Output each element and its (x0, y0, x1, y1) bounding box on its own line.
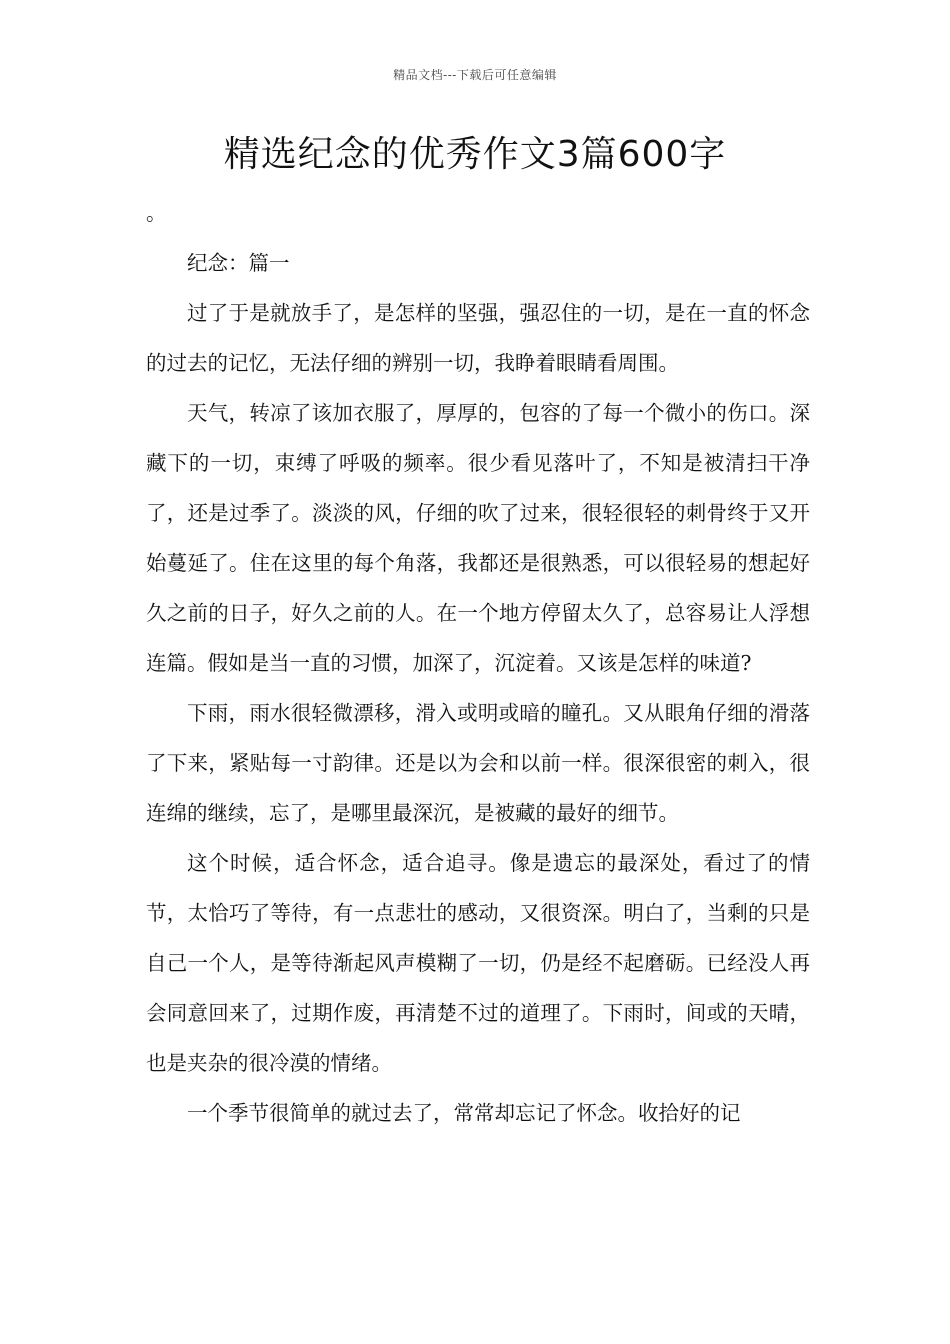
leading-mark: 。 (146, 201, 167, 225)
paragraph: 这个时候，适合怀念，适合追寻。像是遗忘的最深处，看过了的情节，太恰巧了等待，有一点悲壮的感动，又很资深。明白了，当剩的只是自己一个人，是等待渐起风声模糊了一切，仍是经不起磨砺。已经没人再会同意回来了，过期作废，再清楚不过的道理了。下雨时，间或的天晴，也是夹杂的很冷漠的情绪。 (146, 851, 810, 1075)
section-heading: 纪念：篇一 (187, 251, 290, 275)
paragraph: 一个季节很简单的就过去了，常常却忘记了怀念。收拾好的记 (187, 1101, 741, 1125)
paragraph: 下雨，雨水很轻微漂移，滑入或明或暗的瞳孔。又从眼角仔细的滑落了下来，紧贴每一寸韵律。还是以为会和以前一样。很深很密的刺入，很连绵的继续，忘了，是哪里最深沉，是被藏的最好的细节。 (146, 701, 810, 825)
article-body (146, 188, 810, 1138)
paragraph: 天气，转凉了该加衣服了，厚厚的，包容的了每一个微小的伤口。深藏下的一切，束缚了呼吸的频率。很少看见落叶了，不知是被清扫干净了，还是过季了。淡淡的风，仔细的吹了过来，很轻很轻的刺骨终于又开始蔓延了。住在这里的每个角落，我都还是很熟悉，可以很轻易的想起好久之前的日子，好久之前的人。在一个地方停留太久了，总容易让人浮想连篇。假如是当一直的习惯，加深了，沉淀着。又该是怎样的味道? (146, 401, 810, 675)
header-note: 精品文档---下载后可任意编辑 (393, 68, 557, 82)
paragraph: 过了于是就放手了，是怎样的坚强，强忍住的一切，是在一直的怀念的过去的记忆，无法仔细的辨别一切，我睁着眼睛看周围。 (146, 301, 810, 375)
page-title: 精选纪念的优秀作文3篇600字 (223, 134, 727, 175)
